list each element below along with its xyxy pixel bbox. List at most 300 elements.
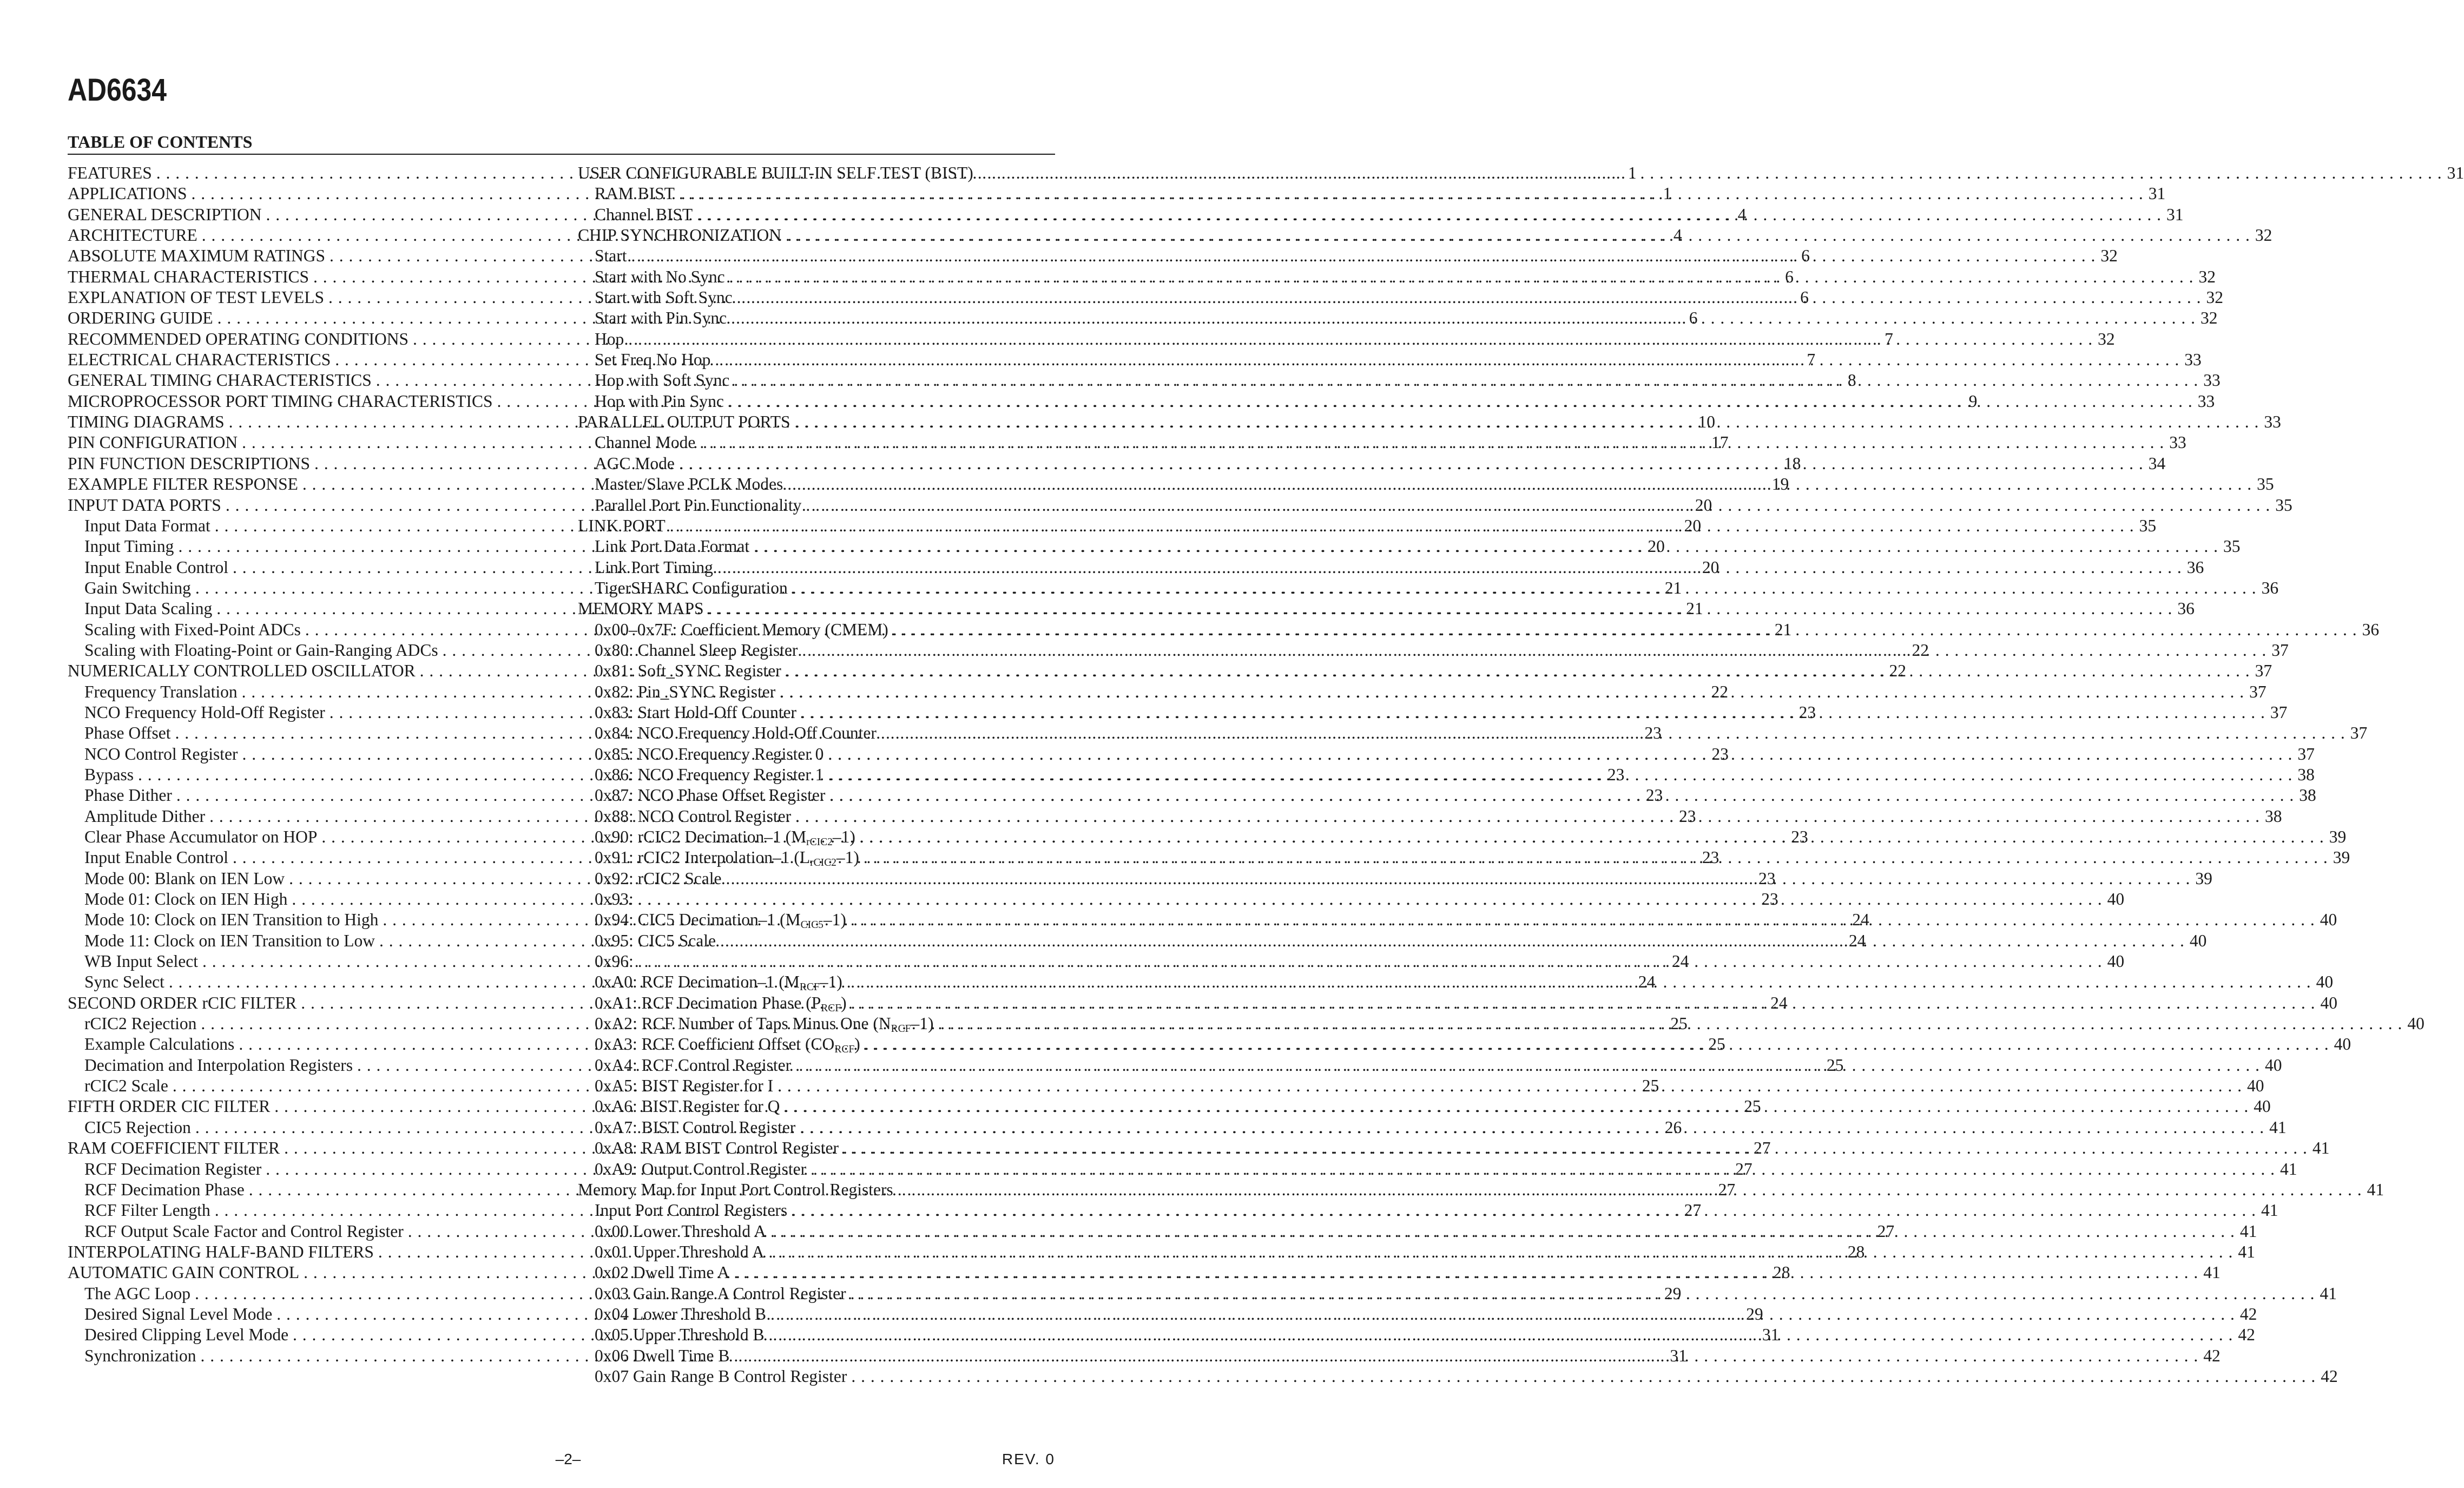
toc-entry-title: 0x00 Lower Threshold A	[595, 1221, 766, 1241]
dot-leader	[801, 495, 2270, 516]
toc-entry-title: Synchronization	[84, 1346, 196, 1365]
toc-entry-page: 23	[1791, 827, 1808, 846]
toc-entry[interactable]	[578, 205, 2184, 225]
toc-entry-title: Desired Clipping Level Mode	[84, 1325, 289, 1345]
toc-entry-page: 33	[2264, 412, 2281, 432]
toc-entry-title: 0x86: NCO Frequency Register 1	[595, 765, 824, 784]
dot-leader	[675, 453, 2143, 474]
toc-entry[interactable]	[578, 225, 2272, 246]
dot-leader	[725, 267, 2193, 287]
toc-entry-page: 34	[2148, 453, 2166, 473]
toc-entry-page: 23	[1761, 890, 1778, 909]
toc-entry-title: GENERAL TIMING CHARACTERISTICS	[68, 371, 372, 390]
toc-entry-title: MEMORY MAPS	[578, 599, 704, 618]
toc-entry-page: 1	[1628, 163, 1637, 182]
toc-entry-page: 41	[2203, 1263, 2221, 1282]
toc-entry-page: 41	[2269, 1117, 2287, 1137]
toc-entry-page: 25	[1708, 1035, 1725, 1054]
toc-entry-title: Start with Soft Sync	[595, 288, 733, 307]
toc-entry-page: 7	[1885, 329, 1893, 348]
toc-entry-page: 25	[1744, 1097, 1761, 1116]
toc-entry-title: MICROPROCESSOR PORT TIMING CHARACTERISTICS	[68, 391, 493, 411]
toc-entry-subscript: RCF	[891, 1023, 911, 1035]
toc-entry-title: 0x90: rCIC2 Decimation–1 $(M_{rCIC2}-1)$	[595, 827, 855, 848]
toc-entry-title: Input Data Format	[84, 516, 210, 535]
toc-entry-page: 22	[1711, 682, 1728, 701]
toc-entry-title: rCIC2 Rejection	[84, 1014, 197, 1033]
toc-entry-title: 0x81: Soft_SYNC Register	[595, 661, 781, 681]
dot-leader	[860, 1034, 2329, 1055]
toc-entry-page: 21	[1664, 578, 1682, 597]
toc-entry-page: 6	[1801, 246, 1810, 266]
dot-leader	[791, 806, 2259, 827]
toc-entry-title: PIN FUNCTION DESCRIPTIONS	[68, 453, 311, 473]
toc-entry-page: 33	[2169, 433, 2186, 452]
toc-entry-title: AGC Mode	[595, 453, 675, 473]
toc-entry-title: 0xA3: RCF Coefficient Offset $(CO_{RCF})$	[595, 1035, 860, 1056]
toc-entry-title: 0xA6: BIST Register for Q	[595, 1097, 780, 1116]
toc-entry-page: 31	[2166, 205, 2184, 224]
toc-entry-page: 8	[1847, 371, 1856, 390]
page-number: –2–	[555, 1451, 581, 1467]
toc-entry-page: 41	[2312, 1138, 2330, 1158]
toc-entry[interactable]	[578, 287, 2224, 308]
toc-heading: TABLE OF CONTENTS	[68, 132, 253, 152]
toc-entry-page: 31	[2148, 184, 2166, 203]
dot-leader	[695, 432, 2164, 453]
toc-entry-page: 23	[1607, 765, 1625, 784]
toc-entry-title: LINK PORT	[578, 516, 666, 535]
toc-entry-page: 10	[1698, 412, 1715, 432]
toc-entry-title: 0x96:	[595, 952, 634, 971]
toc-entry[interactable]	[578, 183, 2166, 204]
dot-leader	[787, 1200, 2256, 1221]
toc-entry-page: 41	[2238, 1242, 2255, 1261]
toc-entry-page: 39	[2333, 848, 2350, 867]
dot-leader	[823, 765, 2292, 785]
toc-entry-page: 6	[1689, 308, 1698, 328]
toc-entry-page: 28	[1773, 1263, 1790, 1282]
dot-leader	[825, 785, 2294, 806]
toc-entry-title: 0x02 Dwell Time A	[595, 1263, 730, 1282]
toc-entry-page: 19	[1771, 475, 1789, 494]
toc-entry-title: Start	[595, 246, 627, 266]
toc-entry-page: 40	[2265, 1055, 2282, 1075]
toc-entry-page: 18	[1783, 453, 1801, 473]
toc-entry-title: Memory Map for Input Port Control Registers	[578, 1180, 893, 1199]
toc-entry-page: 36	[2186, 557, 2204, 577]
toc-entry-page: 31	[1762, 1325, 1780, 1345]
toc-entry-page: 26	[1664, 1117, 1682, 1137]
toc-entry-title: NCO Frequency Hold-Off Register	[84, 702, 325, 722]
toc-entry-title: ARCHITECTURE	[68, 226, 197, 245]
toc-entry-page: 28	[1847, 1242, 1865, 1261]
toc-entry-title: 0xA8: RAM BIST Control Register	[595, 1138, 839, 1158]
toc-entry-subscript: CIC5	[800, 919, 823, 931]
toc-entry-title: EXAMPLE FILTER RESPONSE	[68, 475, 298, 494]
dot-leader	[781, 661, 2250, 681]
toc-entry-title: Parallel Port Pin Functionality	[595, 495, 802, 515]
toc-entry-title: 0xA7: BIST Control Register	[595, 1117, 796, 1137]
toc-entry-page: 21	[1686, 599, 1703, 618]
toc-entry-title: WB Input Select	[84, 952, 198, 971]
toc-entry-title: Gain Switching	[84, 578, 191, 597]
toc-entry-page: 32	[2100, 246, 2118, 266]
part-number-title: AD6634	[68, 73, 167, 108]
toc-entry-title: Amplitude Dither	[84, 806, 206, 826]
toc-entry-page: 40	[2334, 1035, 2351, 1054]
toc-entry-title: Input Data Scaling	[84, 599, 213, 618]
toc-entry-title: Start with No Sync	[595, 267, 725, 286]
toc-entry-page: 37	[2271, 640, 2289, 660]
toc-entry-title: 0xA5: BIST Register for I	[595, 1076, 774, 1096]
toc-entry-title: RCF Filter Length	[84, 1201, 210, 1220]
toc-entry-subscript: rCIC2	[806, 837, 833, 848]
toc-entry-page: 32	[2206, 288, 2224, 307]
dot-leader	[798, 640, 2266, 661]
toc-entry-title: CHIP SYNCHRONIZATION	[578, 226, 781, 245]
toc-entry-page: 40	[2320, 993, 2338, 1012]
toc-entry-title: Link Port Timing	[595, 557, 713, 577]
toc-entry-title: 0x87: NCO Phase Offset Register	[595, 786, 826, 805]
toc-entry-title: INTERPOLATING HALF-BAND FILTERS	[68, 1242, 374, 1261]
toc-entry[interactable]	[578, 1366, 2338, 1387]
dot-leader	[806, 1159, 2275, 1180]
toc-entry-page: 24	[1852, 910, 1869, 930]
toc-entry-page: 25	[1670, 1014, 1688, 1033]
toc-entry-page: 24	[1671, 952, 1689, 971]
toc-entry-title: Input Timing	[84, 537, 174, 556]
toc-entry-page: 24	[1770, 993, 1788, 1012]
toc-entry-page: 33	[2203, 371, 2221, 390]
toc-entry-title: 0x94: CIC5 Decimation–1 $(M_{CIC5}-1)$	[595, 910, 846, 931]
toc-entry-title: Decimation and Interpolation Registers	[84, 1055, 353, 1075]
toc-entry-title: 0x92: rCIC2 Scale	[595, 868, 722, 888]
toc-entry-title: GENERAL DESCRIPTION	[68, 205, 262, 224]
dot-leader	[795, 1117, 2264, 1138]
toc-entry-page: 42	[2321, 1366, 2338, 1386]
toc-entry-title: RCF Output Scale Factor and Control Register	[84, 1221, 404, 1241]
dot-leader	[780, 1096, 2248, 1117]
toc-entry-title: 0x82: Pin_SYNC Register	[595, 682, 776, 701]
toc-entry-page: 41	[2261, 1201, 2278, 1220]
toc-entry-page: 7	[1807, 350, 1816, 370]
dot-leader	[859, 847, 2328, 868]
toc-entry-page: 40	[2407, 1014, 2425, 1033]
toc-entry-page: 21	[1774, 620, 1792, 639]
toc-entry-page: 23	[1758, 868, 1776, 888]
toc-entry-title: Sync Select	[84, 972, 164, 992]
toc-entry-page: 29	[1664, 1283, 1682, 1303]
toc-entry-title: 0xA9: Output Control Register	[595, 1159, 807, 1178]
toc-entry-page: 39	[2195, 868, 2212, 888]
toc-entry-title: Desired Signal Level Mode	[84, 1304, 273, 1324]
dot-leader	[847, 1366, 2315, 1387]
toc-entry-title: rCIC2 Scale	[84, 1076, 168, 1096]
toc-entry-title: ORDERING GUIDE	[68, 308, 213, 328]
toc-entry-title: RECOMMENDED OPERATING CONDITIONS	[68, 329, 409, 348]
toc-entry-page: 25	[1642, 1076, 1659, 1096]
toc-entry-title: Phase Offset	[84, 723, 171, 743]
toc-entry-subscript: RCF	[799, 982, 820, 993]
dot-leader	[693, 205, 2161, 225]
toc-entry-page: 17	[1711, 433, 1729, 452]
toc-entry-page: 33	[2197, 391, 2215, 411]
toc-entry-page: 40	[2247, 1076, 2264, 1096]
toc-entry-title: 0x04 Lower Threshold B	[595, 1304, 766, 1324]
toc-entry-page: 37	[2350, 723, 2368, 743]
toc-entry-title: SECOND ORDER rCIC FILTER	[68, 993, 297, 1012]
toc-entry-subscript: rCIC2	[810, 857, 836, 869]
dot-leader	[973, 163, 2442, 183]
toc-entry-title: Mode 10: Clock on IEN Transition to High	[84, 910, 379, 930]
dot-leader	[773, 1076, 2242, 1096]
toc-entry-title: Input Enable Control	[84, 848, 228, 867]
toc-entry-page: 24	[1848, 931, 1866, 950]
toc-entry-title: Hop with Soft Sync	[595, 371, 730, 390]
toc-entry-title: USER CONFIGURABLE BUILT-IN SELF TEST (BIST)	[578, 163, 973, 182]
dot-leader	[823, 744, 2292, 765]
toc-entry-title: Link Port Data Format	[595, 537, 750, 556]
toc-entry-title: RCF Decimation Phase	[84, 1180, 245, 1199]
toc-entry-page: 40	[2189, 931, 2207, 950]
toc-entry-page: 27	[1753, 1138, 1771, 1158]
dot-leader	[775, 682, 2244, 702]
dot-leader	[624, 329, 2092, 350]
toc-entry-title: ABSOLUTE MAXIMUM RATINGS	[68, 246, 326, 266]
dot-leader	[733, 287, 2201, 308]
toc-entry-page: 31	[2447, 163, 2464, 182]
toc-entry-page: 39	[2329, 827, 2347, 846]
toc-entry-title: NUMERICALLY CONTROLLED OSCILLATOR	[68, 661, 416, 681]
toc-entry-page: 40	[2254, 1097, 2271, 1116]
dot-leader	[888, 620, 2357, 640]
toc-entry-page: 38	[2265, 806, 2282, 826]
toc-entry-page: 27	[1877, 1221, 1895, 1241]
toc-entry-page: 35	[2139, 516, 2157, 535]
toc-entry[interactable]	[578, 329, 2115, 350]
toc-entry-page: 25	[1826, 1055, 1844, 1075]
toc-entry-title: AUTOMATIC GAIN CONTROL	[68, 1263, 300, 1282]
toc-entry-title: The AGC Loop	[84, 1283, 190, 1303]
dot-leader	[634, 951, 2102, 972]
toc-entry-title: INPUT DATA PORTS	[68, 495, 221, 515]
toc-entry-page: 32	[2255, 226, 2272, 245]
toc-entry-title: RCF Decimation Register	[84, 1159, 262, 1178]
dot-leader	[713, 557, 2182, 578]
toc-entry-page: 38	[2297, 765, 2315, 784]
dot-leader	[842, 972, 2311, 992]
toc-entry-title: Start with Pin Sync	[595, 308, 727, 328]
toc-entry-title: CIC5 Rejection	[84, 1117, 191, 1137]
toc-entry-page: 33	[2184, 350, 2202, 370]
dot-leader	[724, 391, 2192, 412]
toc-entry-page: 20	[1702, 557, 1719, 577]
toc-entry-page: 23	[1645, 786, 1663, 805]
dot-leader	[783, 474, 2251, 495]
toc-entry-title: APPLICATIONS	[68, 184, 187, 203]
toc-entry-title: 0x80: Channel Sleep Register	[595, 640, 798, 660]
dot-leader	[766, 1221, 2235, 1242]
toc-entry-title: 0xA4: RCF Control Register	[595, 1055, 792, 1075]
toc-entry-page: 37	[2255, 661, 2272, 681]
toc-entry-title: Input Enable Control	[84, 557, 228, 577]
dot-leader	[704, 598, 2172, 619]
dot-leader	[666, 516, 2134, 536]
toc-entry-page: 22	[1912, 640, 1929, 660]
toc-entry-title: 0x07 Gain Range B Control Register	[595, 1366, 847, 1386]
revision-label: REV. 0	[1002, 1451, 1055, 1467]
toc-entry-page: 36	[2177, 599, 2195, 618]
toc-entry-page: 22	[1889, 661, 1906, 681]
toc-entry-page: 4	[1737, 205, 1747, 224]
toc-entry-title: FEATURES	[68, 163, 152, 182]
toc-entry-page: 40	[2320, 910, 2337, 930]
dot-leader	[855, 827, 2324, 847]
dot-leader	[846, 1283, 2315, 1304]
toc-entry-title: EXPLANATION OF TEST LEVELS	[68, 288, 324, 307]
toc-entry-page: 40	[2107, 952, 2125, 971]
toc-entry-page: 32	[2198, 267, 2216, 286]
toc-entry-page: 31	[1670, 1346, 1687, 1365]
dot-leader	[790, 412, 2259, 432]
toc-entry-page: 42	[2238, 1325, 2255, 1345]
toc-entry-page: 29	[1746, 1304, 1763, 1324]
toc-entry-page: 9	[1968, 391, 1978, 411]
dot-leader	[839, 1138, 2307, 1158]
toc-entry-title: Mode 00: Blank on IEN Low	[84, 868, 285, 888]
toc-entry[interactable]	[578, 308, 2218, 328]
toc-entry[interactable]	[578, 267, 2216, 287]
toc-entry-title: 0x88: NCO Control Register	[595, 806, 792, 826]
toc-entry-page: 42	[2239, 1304, 2257, 1324]
toc-entry-subscript: RCF	[834, 1044, 855, 1056]
toc-entry-title: THERMAL CHARACTERISTICS	[68, 267, 309, 286]
toc-entry-title: 0x95: CIC5 Scale	[595, 931, 716, 950]
toc-entry-title: Input Port Control Registers	[595, 1201, 788, 1220]
toc-entry-page: 40	[2316, 972, 2334, 992]
toc-entry-page: 38	[2299, 786, 2316, 805]
toc-entry-title: Hop with Pin Sync	[595, 391, 724, 411]
toc-entry-title: TIMING DIAGRAMS	[68, 412, 225, 432]
dot-leader	[727, 308, 2195, 328]
dot-leader	[729, 1346, 2198, 1366]
toc-entry-page: 42	[2203, 1346, 2221, 1365]
dot-leader	[765, 1242, 2233, 1262]
dot-leader	[847, 993, 2315, 1013]
dot-leader	[781, 225, 2250, 246]
toc-entry-page: 41	[2367, 1180, 2384, 1199]
toc-entry-title: Channel Mode	[595, 433, 696, 452]
toc-entry-page: 27	[1718, 1180, 1736, 1199]
toc-entry-page: 37	[2297, 744, 2315, 763]
dot-leader	[634, 889, 2102, 910]
toc-entry-title: Master/Slave PCLK Modes	[595, 475, 783, 494]
toc-entry-title: 0xA2: RCF Number of Taps Minus One $(N_{RCF}-1)$	[595, 1014, 934, 1035]
toc-entry-page: 23	[1711, 744, 1729, 763]
toc-entry-title: Phase Dither	[84, 786, 172, 805]
toc-entry-title: Scaling with Floating-Point or Gain-Ranging ADCs	[84, 640, 438, 660]
dot-leader	[846, 910, 2315, 930]
dot-leader	[893, 1180, 2362, 1200]
toc-entry[interactable]	[578, 370, 2221, 391]
toc-entry-page: 23	[1702, 848, 1719, 867]
toc-entry-page: 41	[2279, 1159, 2297, 1178]
dot-leader	[766, 1304, 2235, 1325]
toc-entry-page: 24	[1638, 972, 1656, 992]
toc-entry-title: ELECTRICAL CHARACTERISTICS	[68, 350, 331, 370]
toc-entry-title: RAM COEFFICIENT FILTER	[68, 1138, 280, 1158]
dot-leader	[749, 536, 2218, 557]
toc-entry-page: 32	[2098, 329, 2115, 348]
toc-entry[interactable]	[578, 163, 2464, 183]
dot-leader	[721, 868, 2190, 889]
toc-entry-page: 35	[2275, 495, 2292, 515]
toc-entry-title: Mode 11: Clock on IEN Transition to Low	[84, 931, 375, 950]
toc-entry-page: 27	[1684, 1201, 1702, 1220]
toc-entry-title: 0xA0: RCF Decimation–1 $(M_{RCF}-1)$	[595, 972, 842, 993]
dot-leader	[627, 246, 2096, 266]
toc-entry-title: 0xA1: RCF Decimation Phase $(P_{RCF})$	[595, 993, 847, 1014]
toc-entry-title: FIFTH ORDER CIC FILTER	[68, 1097, 271, 1116]
toc-entry-page: 23	[1644, 723, 1662, 743]
toc-entry-title: 0x91: rCIC2 Interpolation–1 $(L_{rCIC2}-1)$	[595, 848, 859, 869]
toc-entry-page: 37	[2270, 702, 2288, 722]
toc-entry-page: 27	[1735, 1159, 1753, 1178]
dot-leader	[729, 1262, 2198, 1283]
toc-entry-title: Frequency Translation	[84, 682, 238, 701]
toc-entry-title: Clear Phase Accumulator on HOP	[84, 827, 318, 846]
toc-entry-title: 0x83: Start Hold-Off Counter	[595, 702, 797, 722]
toc-entry-page: 1	[1663, 184, 1672, 203]
toc-entry-title: 0x93:	[595, 890, 634, 909]
toc-entry-title: NCO Control Register	[84, 744, 238, 763]
toc-entry[interactable]	[578, 391, 2215, 412]
toc-entry-title: Set Freq No Hop	[595, 350, 711, 370]
toc-entry-title: Channel BIST	[595, 205, 693, 224]
toc-entry-title: TigerSHARC Configuration	[595, 578, 788, 597]
toc-entry-page: 35	[2223, 537, 2241, 556]
toc-entry-title: 0x85: NCO Frequency Register 0	[595, 744, 824, 763]
toc-entry-page: 23	[1678, 806, 1696, 826]
toc-entry-page: 37	[2249, 682, 2267, 701]
toc-entry-title: Bypass	[84, 765, 134, 784]
toc-entry-title: RAM BIST	[595, 184, 675, 203]
toc-entry-page: 6	[1800, 288, 1809, 307]
toc-entry-title: 0x05 Upper Threshold B	[595, 1325, 765, 1345]
dot-leader	[710, 350, 2179, 370]
toc-entry-page: 36	[2362, 620, 2380, 639]
toc-entry-title: 0x03 Gain Range A Control Register	[595, 1283, 846, 1303]
dot-leader	[765, 1325, 2233, 1345]
toc-entry-page: 35	[2257, 475, 2274, 494]
dot-leader	[877, 723, 2345, 743]
toc-entry-title: Scaling with Fixed-Point ADCs	[84, 620, 301, 639]
toc-entry-page: 36	[2261, 578, 2279, 597]
toc-entry[interactable]	[578, 246, 2118, 266]
toc-entry-title: 0x06 Dwell Time B	[595, 1346, 730, 1365]
toc-entry[interactable]	[578, 350, 2202, 370]
dot-leader	[933, 1013, 2402, 1034]
toc-entry-title: 0x01 Upper Threshold A	[595, 1242, 765, 1261]
dot-leader	[729, 370, 2198, 391]
toc-entry-title: Hop	[595, 329, 624, 348]
dot-leader	[716, 931, 2184, 951]
toc-entry-page: 40	[2107, 890, 2125, 909]
dot-leader	[791, 1055, 2259, 1076]
toc-entry-title: PARALLEL OUTPUT PORTS	[578, 412, 790, 432]
dot-leader	[788, 578, 2256, 598]
